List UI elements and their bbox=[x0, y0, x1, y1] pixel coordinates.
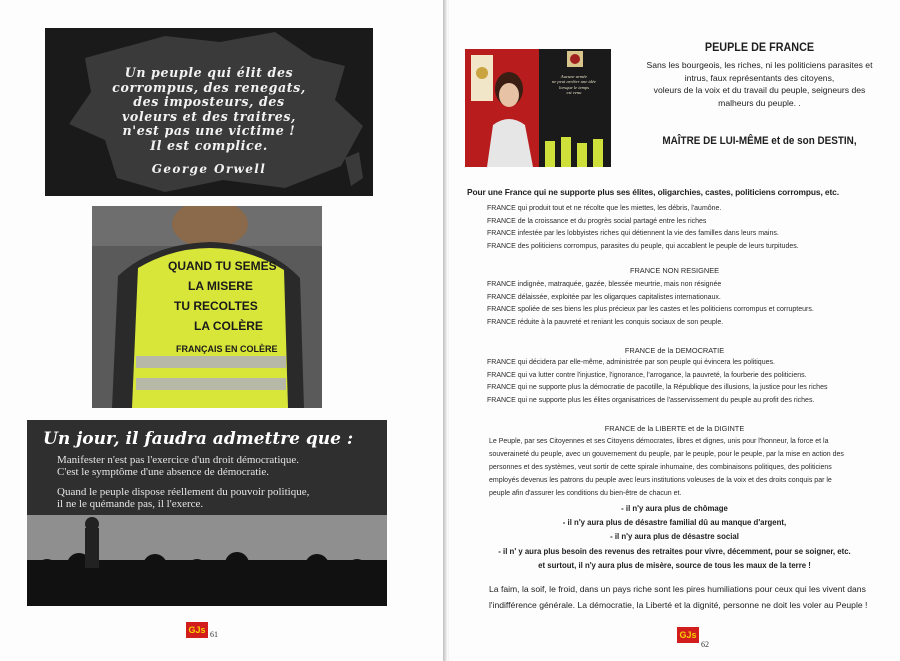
vest-text-line: LA COLÈRE bbox=[194, 319, 263, 333]
master-heading: MAÎTRE DE LUI-MÊME et de son DESTIN, bbox=[662, 135, 857, 147]
list-item: FRANCE qui produit tout et ne récolte que les miettes, les débris, l'aumône. bbox=[487, 205, 722, 212]
paragraph-line: souveraineté du peuple, avec un gouvernement du peuple, par le peuple, pour le peuple, par la mise en action des bbox=[489, 451, 844, 458]
list-item: FRANCE qui ne supporte plus les élites organisatrices de l'asservissement du peuple au profit des riches. bbox=[487, 396, 815, 404]
list-item: FRANCE spoliée de ses biens les plus précieux par les castes et les politiciens corrompus et corrupteurs. bbox=[487, 306, 814, 314]
list-item: FRANCE des politiciens corrompus, parasites du peuple, qui accablent le peuple de leurs turpitudes. bbox=[487, 242, 799, 250]
caption-line: est venu bbox=[566, 90, 582, 96]
page-number: 61 bbox=[210, 630, 218, 639]
admit-paragraph bbox=[57, 487, 387, 510]
list-item: FRANCE qui va lutter contre l'injustice, l'ignorance, l'arrogance, la pauvreté, la fourberie des politiciens. bbox=[487, 371, 807, 379]
right-page bbox=[449, 0, 900, 661]
intro-line: intrus, faux représentants des citoyens, bbox=[684, 72, 835, 83]
quote-line: corrompus, des renegats, bbox=[112, 79, 306, 95]
france-list-3 bbox=[487, 357, 887, 407]
quote-line: Un peuple qui élit des bbox=[124, 65, 294, 80]
promise-item: - il n'y aura plus de chômage bbox=[621, 504, 728, 513]
caption-line: ne peut arrêter une idée bbox=[551, 79, 597, 85]
admit-panel bbox=[27, 420, 387, 606]
list-item: FRANCE qui décidera par elle-même, administrée par son peuple qui évincera les politiques. bbox=[487, 359, 775, 366]
paragraph-line: Le Peuple, par ses Citoyennes et ses Citoyens démocrates, libres et dignes, unis pour l'honneur, la force et la bbox=[489, 438, 829, 445]
caption-line: Aucune armée bbox=[560, 74, 588, 79]
caption-line: lorsque le temps bbox=[558, 84, 590, 90]
admit-line: il ne le quémande pas, il l'exerce. bbox=[57, 497, 204, 510]
france-list-2 bbox=[487, 279, 887, 329]
intro-line: Sans les bourgeois, les riches, ni les politiciens parasites et bbox=[646, 60, 873, 70]
admit-line: C'est le symptôme d'une absence de démocratie. bbox=[57, 465, 269, 478]
left-page bbox=[0, 0, 445, 661]
section-heading: FRANCE de la DEMOCRATIE bbox=[624, 346, 725, 355]
list-item: FRANCE infestée par les lobbyistes riches qui détiennent la vie des familles dans leurs mains. bbox=[487, 230, 779, 238]
liberty-paragraph bbox=[489, 435, 887, 500]
vest-text-line: QUAND TU SEMES bbox=[168, 259, 277, 273]
orwell-quote-panel bbox=[45, 28, 373, 196]
lead-statement: Pour une France qui ne supporte plus ses élites, oligarchies, castes, politiciens corrompus, etc. bbox=[467, 187, 839, 197]
header-photo bbox=[465, 49, 611, 167]
paragraph-line: peuple afin d'assurer les conditions du bien-être de chacun et. bbox=[489, 490, 682, 497]
page-title: PEUPLE DE FRANCE bbox=[704, 40, 815, 54]
promise-item: - il n' y aura plus besoin des revenus des retraites pour vivre, décemment, pour se soigner, etc. bbox=[498, 546, 851, 556]
intro-text bbox=[627, 59, 892, 109]
gjs-badge: GJs bbox=[186, 622, 208, 638]
admit-line: Quand le peuple dispose réellement du pouvoir politique, bbox=[57, 486, 310, 498]
admit-title: Un jour, il faudra admettre que : bbox=[43, 429, 354, 449]
gjs-badge: GJs bbox=[677, 627, 699, 643]
admit-line: Manifester n'est pas l'exercice d'un droit démocratique. bbox=[57, 454, 300, 466]
closing-line: l'indifférence générale. La démocratie, la Liberté et la dignité, personne ne doit les voler au Peuple ! bbox=[489, 599, 868, 610]
promise-list bbox=[449, 502, 900, 573]
intro-line: malheurs du peuple. . bbox=[718, 97, 801, 108]
list-item: FRANCE indignée, matraquée, gazée, blessée meurtrie, mais non résignée bbox=[487, 281, 722, 288]
section-heading: FRANCE de la LIBERTE et de la DIGINTE bbox=[604, 424, 745, 433]
paragraph-line: employés devenus les patrons du peuple avec leurs institutions voleuses de la voix et des droits conquis par le bbox=[489, 477, 832, 484]
quote-author: George Orwell bbox=[151, 162, 267, 176]
france-list-1 bbox=[487, 203, 887, 253]
closing-line: La faim, la soif, le froid, dans un pays riche sont les pires humiliations pour ceux qui les vivent dans bbox=[489, 584, 866, 594]
quote-line: Il est complice. bbox=[150, 137, 268, 153]
paragraph-line: personnes et des systèmes, veut sortir de cette spirale inhumaine, des combinaisons politiques, des politiciens bbox=[489, 464, 832, 471]
promise-item: et surtout, il n'y aura plus de misère, source de tous les maux de la terre ! bbox=[538, 560, 811, 570]
quote-line: des imposteurs, des bbox=[133, 94, 285, 109]
vest-text-line: FRANÇAIS EN COLÈRE bbox=[176, 344, 278, 354]
page-number: 62 bbox=[701, 640, 709, 649]
yellow-vest-illustration bbox=[92, 206, 322, 408]
orwell-quote bbox=[45, 66, 373, 176]
closing-statement bbox=[489, 582, 894, 613]
intro-block bbox=[627, 40, 892, 109]
list-item: FRANCE réduite à la pauvreté et reniant les conquis sociaux de son peuple. bbox=[487, 318, 724, 326]
marianne-photo-illustration bbox=[465, 49, 611, 167]
vest-text-line: TU RECOLTES bbox=[174, 299, 258, 313]
section-heading: FRANCE NON RESIGNEE bbox=[629, 266, 720, 275]
vest-text-line: LA MISERE bbox=[188, 279, 253, 293]
intro-line: voleurs de la voix et du travail du peuple, seigneurs des bbox=[653, 85, 866, 96]
promise-item: - il n'y aura plus de désastre social bbox=[610, 532, 739, 542]
admit-paragraph bbox=[57, 455, 387, 478]
promise-item: - il n'y aura plus de désastre familial dû au manque d'argent, bbox=[562, 518, 787, 528]
yellow-vest-photo bbox=[92, 206, 322, 408]
quote-line: voleurs et des traitres, bbox=[121, 108, 297, 124]
quote-line: n'est pas une victime ! bbox=[122, 123, 296, 138]
list-item: FRANCE de la croissance et du progrès social partagé entre les riches bbox=[487, 217, 707, 225]
list-item: FRANCE délaissée, exploitée par les oligarques capitalistes internationaux. bbox=[487, 293, 721, 301]
list-item: FRANCE qui ne supporte plus la démocratie de pacotille, la République des illusions, la justice pour les riches bbox=[487, 384, 828, 392]
photo-caption bbox=[541, 74, 607, 96]
